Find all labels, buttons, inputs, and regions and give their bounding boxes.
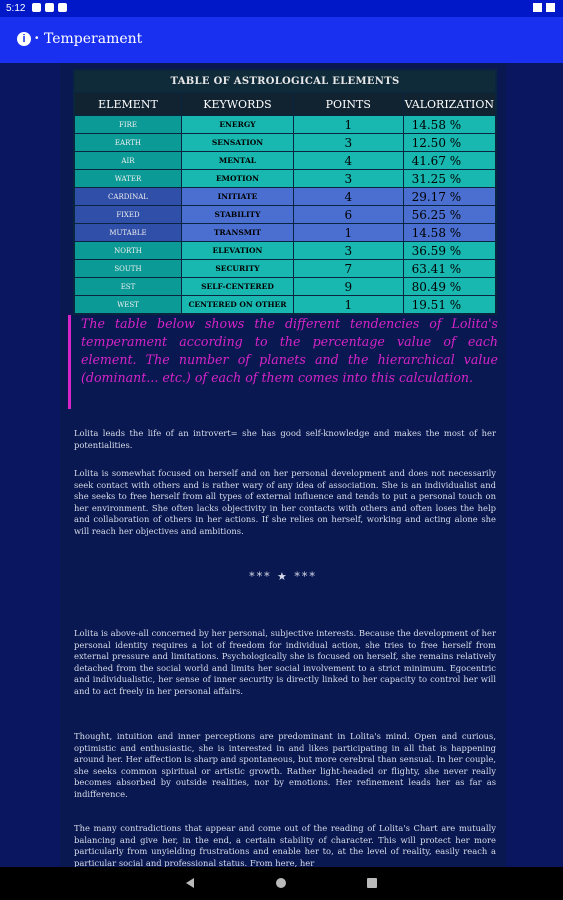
points-cell: 1 [294, 116, 404, 134]
element-cell: WATER [74, 170, 181, 188]
element-cell: EST [74, 278, 181, 296]
points-cell: 1 [294, 296, 404, 315]
table-row [74, 116, 496, 134]
app-notification-icon [45, 3, 54, 12]
valorization-cell: 14.58 % [403, 224, 496, 242]
valorization-cell: 31.25 % [403, 170, 496, 188]
keyword-cell: SENSATION [181, 134, 293, 152]
app-notification-icon-2 [58, 3, 67, 12]
valorization-cell: 80.49 % [403, 278, 496, 296]
element-cell: NORTH [74, 242, 181, 260]
valorization-cell: 36.59 % [403, 242, 496, 260]
element-cell: EARTH [74, 134, 181, 152]
keyword-cell: ENERGY [181, 116, 293, 134]
section-divider: *** ★ *** [249, 570, 317, 583]
content-panel[interactable] [60, 63, 506, 867]
points-cell: 7 [294, 260, 404, 278]
paragraph-introvert: Lolita leads the life of an introvert= she has good self-knowledge and makes the most of her potentialities. [74, 428, 496, 450]
element-cell: MUTABLE [74, 224, 181, 242]
points-cell: 1 [294, 224, 404, 242]
element-cell: CARDINAL [74, 188, 181, 206]
separator-dot: • [35, 33, 39, 44]
table-row [74, 242, 496, 260]
keyword-cell: CENTERED ON OTHER [181, 296, 293, 315]
keyword-cell: SECURITY [181, 260, 293, 278]
header-points: POINTS [294, 93, 404, 116]
battery-icon [546, 3, 555, 12]
points-cell: 6 [294, 206, 404, 224]
element-cell: WEST [74, 296, 181, 315]
points-cell: 4 [294, 188, 404, 206]
valorization-cell: 19.51 % [403, 296, 496, 315]
table-row [74, 278, 496, 296]
valorization-cell: 12.50 % [403, 134, 496, 152]
keyword-cell: SELF-CENTERED [181, 278, 293, 296]
points-cell: 4 [294, 152, 404, 170]
keyword-cell: MENTAL [181, 152, 293, 170]
status-notification-icons [32, 3, 67, 12]
status-time: 5:12 [6, 3, 26, 14]
keyword-cell: STABILITY [181, 206, 293, 224]
valorization-cell: 41.67 % [403, 152, 496, 170]
table-row [74, 170, 496, 188]
table-row [74, 152, 496, 170]
valorization-cell: 14.58 % [403, 116, 496, 134]
paragraph-individualist: Lolita is somewhat focused on herself and on her personal development and does not necessarily seek contact with others and is rather wary of any idea of association. She is an individualist and she seeks to free herself from all types of external influence and tends to put a personal touch on her environment. She often lacks objectivity in her contacts with others and often loses the help and collaboration of others in her actions. If she relies on herself, working and acting alone she will reach her objectives and ambitions. [74, 468, 496, 536]
element-cell: SOUTH [74, 260, 181, 278]
points-cell: 9 [294, 278, 404, 296]
paragraph-thought-intuition: Thought, intuition and inner perceptions are predominant in Lolita's mind. Open and curious, optimistic and enthusiastic, she is interested in and likes participating in all that is happening around her. Her affection is sharp and spontaneous, but more cerebral than sensual. In her couple, she seeks common spiritual or artistic growth. Rather light-headed or flighty, she never really becomes absorbed by outside realities, nor by emotions. Her refinement leads her as far as indifference. [74, 731, 496, 799]
points-cell: 3 [294, 134, 404, 152]
elements-table [73, 69, 497, 315]
table-row [74, 296, 496, 315]
keyword-cell: EMOTION [181, 170, 293, 188]
page-title: Temperament [44, 31, 143, 47]
valorization-cell: 63.41 % [403, 260, 496, 278]
intro-quote: The table below shows the different tendencies of Lolita's temperament according to the percentage value of each element. The number of planets and the hierarchical value (dominant... etc.) of each of them comes into this calculation. [68, 315, 498, 409]
paragraph-personal-interests: Lolita is above-all concerned by her personal, subjective interests. Because the development of her personal identity requires a lot of freedom for individual action, she tries to free herself from external pressure and limitations. Psychologically she is focused on herself, she remains relatively detached from the social world and limits her social involvement to a strict minimum. Egocentric and individualistic, her sense of inner security is directly linked to her capacity to control her will and to act freely in her personal affairs. [74, 628, 496, 696]
keyword-cell: TRANSMIT [181, 224, 293, 242]
table-row [74, 260, 496, 278]
recents-icon[interactable] [367, 878, 377, 888]
navigation-bar [0, 867, 563, 900]
points-cell: 3 [294, 242, 404, 260]
element-cell: FIRE [74, 116, 181, 134]
element-cell: FIXED [74, 206, 181, 224]
back-icon[interactable] [186, 878, 194, 888]
app-bar [0, 17, 563, 63]
paragraph-contradictions: The many contradictions that appear and come out of the reading of Lolita's Chart are mutually balancing and give her, in the end, a certain stability of character. This will protect her more particularly from unyielding frustrations and enable her to, at the level of reality, easily reach a particular social and professional status. From here, her [74, 823, 496, 867]
status-bar [0, 0, 563, 17]
keyword-cell: INITIATE [181, 188, 293, 206]
valorization-cell: 56.25 % [403, 206, 496, 224]
element-cell: AIR [74, 152, 181, 170]
table-row [74, 188, 496, 206]
table-row [74, 224, 496, 242]
wifi-icon [533, 3, 542, 12]
status-system-icons [533, 3, 555, 12]
table-row [74, 206, 496, 224]
table-caption: TABLE OF ASTROLOGICAL ELEMENTS [74, 70, 496, 93]
home-icon[interactable] [276, 878, 286, 888]
info-icon[interactable]: i [17, 32, 31, 46]
table-row [74, 134, 496, 152]
valorization-cell: 29.17 % [403, 188, 496, 206]
points-cell: 3 [294, 170, 404, 188]
keyword-cell: ELEVATION [181, 242, 293, 260]
notification-icon [32, 3, 41, 12]
header-element: ELEMENT [74, 93, 181, 116]
header-keywords: KEYWORDS [181, 93, 293, 116]
header-valorization: VALORIZATION [403, 93, 496, 116]
